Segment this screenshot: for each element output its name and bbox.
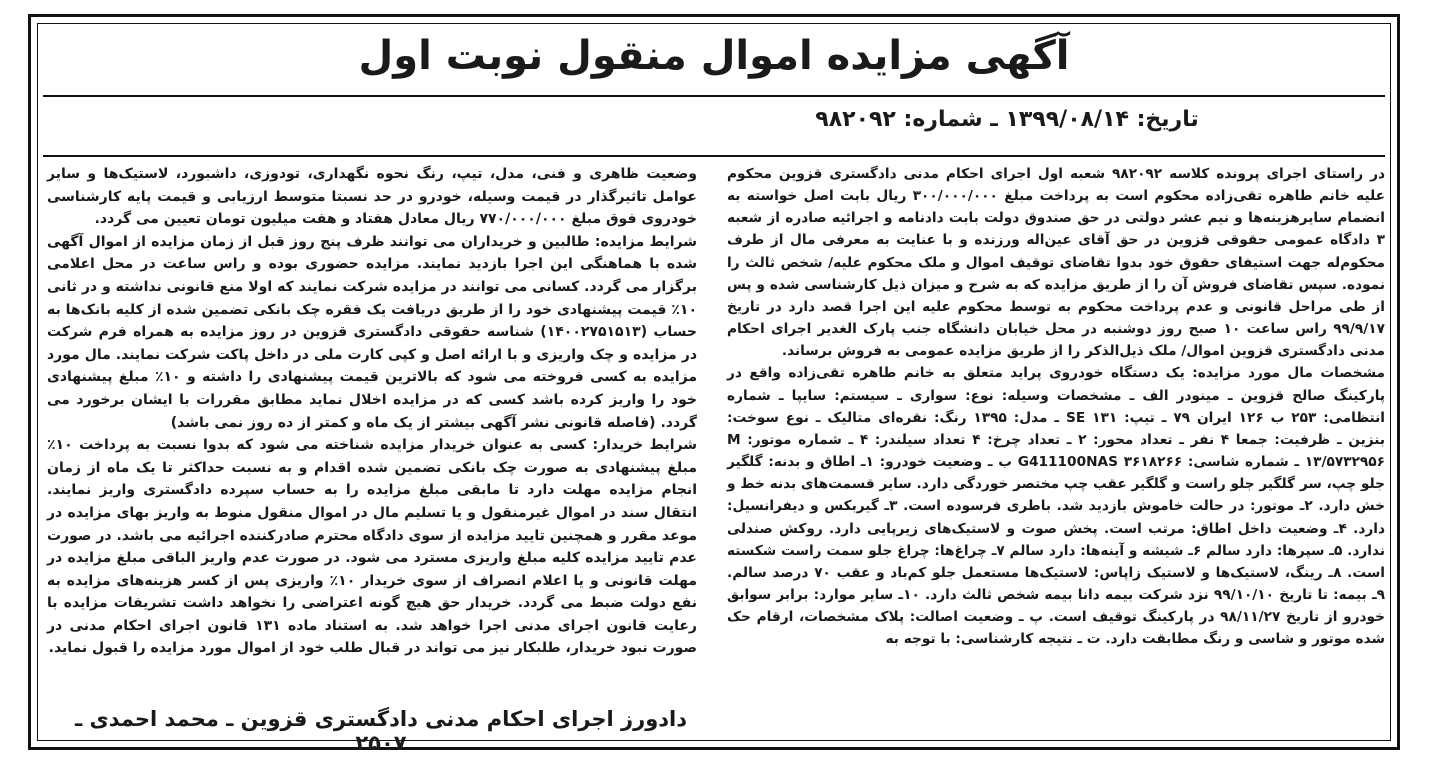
signature-line: دادورز اجرای احکام مدنی دادگستری قزوین ـ محمد احمدی ـ ۲۵۰۷ [74,707,688,755]
vehicle-specs-paragraph: مشخصات مال مورد مزایده: یک دستگاه خودروی پراید متعلق به خانم طاهره تقی‌زاده واقع در پارکینگ صالح قزوین ـ مینودر الف ـ مشخصات وسیله: نوع: سواری ـ سیستم: سایپا ـ شماره انتظامی: ۲۵۳ ب ۱۲۶ ایران ۷۹ ـ تیپ: SE ۱۳۱ ـ مدل: ۱۳۹۵ رنگ: نقره‌ای متالیک ـ نوع سوخت: بنزین ـ ظرفیت: جمعا ۴ نفر ـ تعداد محور: ۲ ـ تعداد چرخ: ۴ تعداد سیلندر: ۴ ـ شماره موتور: M ۱۳/۵۷۳۲۹۵۶ ـ شماره شاسی: G411100NAS ۳۶۱۸۲۶۶ ب ـ وضعیت خودرو: ۱ـ اطاق و بدنه: گلگیر جلو چپ، سر گلگیر جلو راست و گلگیر عقب چپ مختصر خوردگی دارد. سایر قسمت‌های بدنه خط و خش دارد. ۲ـ موتور: در حالت خاموش بازدید شد. باطری فرسوده است. ۳ـ گیربکس و دیفرانسیل: دارد. ۴ـ وضعیت داخل اطاق: مرتب است. پخش صوت و لاستیک‌های زیرپایی دارد. روکش صندلی ندارد. ۵ـ سپرها: دارد سالم ۶ـ شیشه و آینه‌ها: دارد سالم ۷ـ چراغ‌ها: چراغ جلو سمت راست شکسته است. ۸ـ رینگ، لاستیک‌ها و لاستیک زاپاس: لاستیک‌ها مستعمل جلو کم‌باد و عقب ۷۰ درصد سالم. ۹ـ بیمه: تا تاریخ ۹۹/۱۰/۱۰ نزد شرکت بیمه دانا بیمه شخص ثالث دارد. ۱۰ـ سایر موارد: برابر سوابق خودرو از تاریخ ۹۸/۱۱/۲۷ در پارکینگ توقیف است. پ ـ وضعیت اصالت: پلاک مشخصات، ارقام حک شده موتور و شاسی و رنگ مطابقت دارد. ت ـ نتیجه کارشناسی: با توجه به [727,365,1386,648]
auction-conditions-paragraph [47,231,697,434]
left-column [47,163,697,660]
date-and-number: تاریخ: ۱۳۹۹/۰۸/۱۴ ـ شماره: ۹۸۲۰۹۲ [815,107,1199,132]
notice-frame [28,14,1400,755]
valuation-paragraph: وضعیت ظاهری و فنی، مدل، تیپ، رنگ نحوه نگهداری، تودوزی، داشبورد، لاستیک‌ها و سایر عوامل تاثیرگذار در قیمت وسیله، خودرو در حد نسبتا متوسط ارزیابی و قیمت پایه کارشناسی خودروی فوق مبلغ ۷۷۰/۰۰۰/۰۰۰ ریال معادل هفتاد و هفت میلیون تومان تعیین می گردد. [47,166,697,228]
auction-conditions-text: طالبین و خریداران می توانند ظرف پنج روز قبل از زمان مزایده از اموال آگهی شده با هماهنگی این اجرا بازدید نمایند. مزایده حضوری بوده و راس ساعت در محل اعلامی برگزار می گردد. کسانی می توانند در مزایده شرکت نمایند که اولا منع قانونی نداشته و در ثانی ۱۰٪ قیمت پیشنهادی خود را از طریق دریافت یک فقره چک بانکی تضمین شده از کلیه بانک‌ها به حساب (۱۴۰۰۲۷۵۱۵۱۳) شناسه حقوقی دادگستری قزوین در روز مزایده به همراه فرم شرکت در مزایده و چک واریزی و با ارائه اصل و کپی کارت ملی در داخل پاکت شرکت نمایند. مال مورد مزایده به کسی فروخته می شود که بالاترین قیمت پیشنهادی را داشته و ۱۰٪ مبلغ پیشنهادی خود را واریز کرده باشد کسی که در مزایده اخلال نماید مطابق مقررات با ایشان برخورد می گردد. (فاصله قانونی نشر آگهی بیشتر از یک ماه و کمتر از ده روز نمی باشد) [47,233,697,431]
buyer-conditions-label: شرایط خریدار: [592,437,698,454]
buyer-conditions-paragraph [47,434,697,660]
auction-conditions-label: شرایط مزایده: [594,233,698,250]
notice-title: آگهی مزایده اموال منقول نوبت اول [358,33,1070,79]
buyer-conditions-text: کسی به عنوان خریدار مزایده شناخته می شود که بدوا نسبت به پرداخت ۱۰٪ مبلغ پیشنهادی به صورت چک بانکی تضمین شده اقدام و به نسبت حداکثر تا یک ماه از زمان انجام مزایده مهلت دارد تا مابقی مبلغ مزایده را به حساب سپرده دادگستری واریز نمایند. انتقال سند در اموال غیرمنقول و یا تسلیم مال در اموال منقول منوط به واریز بهای مزایده در موعد مقرر و همچنین تایید مزایده از سوی دادگاه محترم صادرکننده اجرائیه می باشد. در صورت عدم تایید مزایده کلیه مبلغ واریزی مسترد می شود. در صورت عدم واریز الباقی مبلغ مزایده در مهلت قانونی و یا اعلام انصراف از سوی خریدار ۱۰٪ واریزی پس از کسر هزینه‌های مزایده به نفع دولت ضبط می گردد. خریدار حق هیچ گونه اعتراضی را نخواهد داشت تشریفات مزایده با رعایت قانون اجرای مدنی اجرا خواهد شد. به استناد ماده ۱۳۱ قانون اجرای احکام مدنی در صورت نبود خریدار، طلبکار نیز می تواند در قبال طلب خود از اموال مورد مزایده را قبول نماید. [47,437,697,657]
right-column [727,163,1385,650]
header-divider [43,155,1385,157]
case-paragraph: در راستای اجرای پرونده کلاسه ۹۸۲۰۹۲ شعبه اول اجرای احکام مدنی دادگستری قزوین محکوم علیه خانم طاهره تقی‌زاده محکوم است به پرداخت مبلغ ۳۰۰/۰۰۰/۰۰۰ ریال بابت اصل خواسته به انضمام سایرهزینه‌ها و نیم عشر دولتی در حق صندوق دولت بابت دادنامه و اجرائیه صادره از شعبه ۳ دادگاه عمومی حقوقی قزوین در حق آقای عین‌اله ورزنده و با عنایت به معرفی مال از طرف محکوم‌له جهت استیفای حقوق خود بدوا تقاضای توقیف اموال و ملک محکوم علیه/ شخص ثالث را نموده. سپس تقاضای فروش آن را از طریق مزایده که به شرح و میزان ذیل کارشناسی شده و پس از طی مراحل قانونی و عدم پرداخت محکوم به توسط محکوم علیه این اجرا قصد دارد در تاریخ ۹۹/۹/۱۷ راس ساعت ۱۰ صبح روز دوشنبه در محل خیابان دانشگاه جنب پارک الغدیر اجرای احکام مدنی دادگستری قزوین اموال/ ملک ذیل‌الذکر را از طریق مزایده عمومی به فروش برساند. [727,166,1385,360]
title-divider [43,95,1385,97]
